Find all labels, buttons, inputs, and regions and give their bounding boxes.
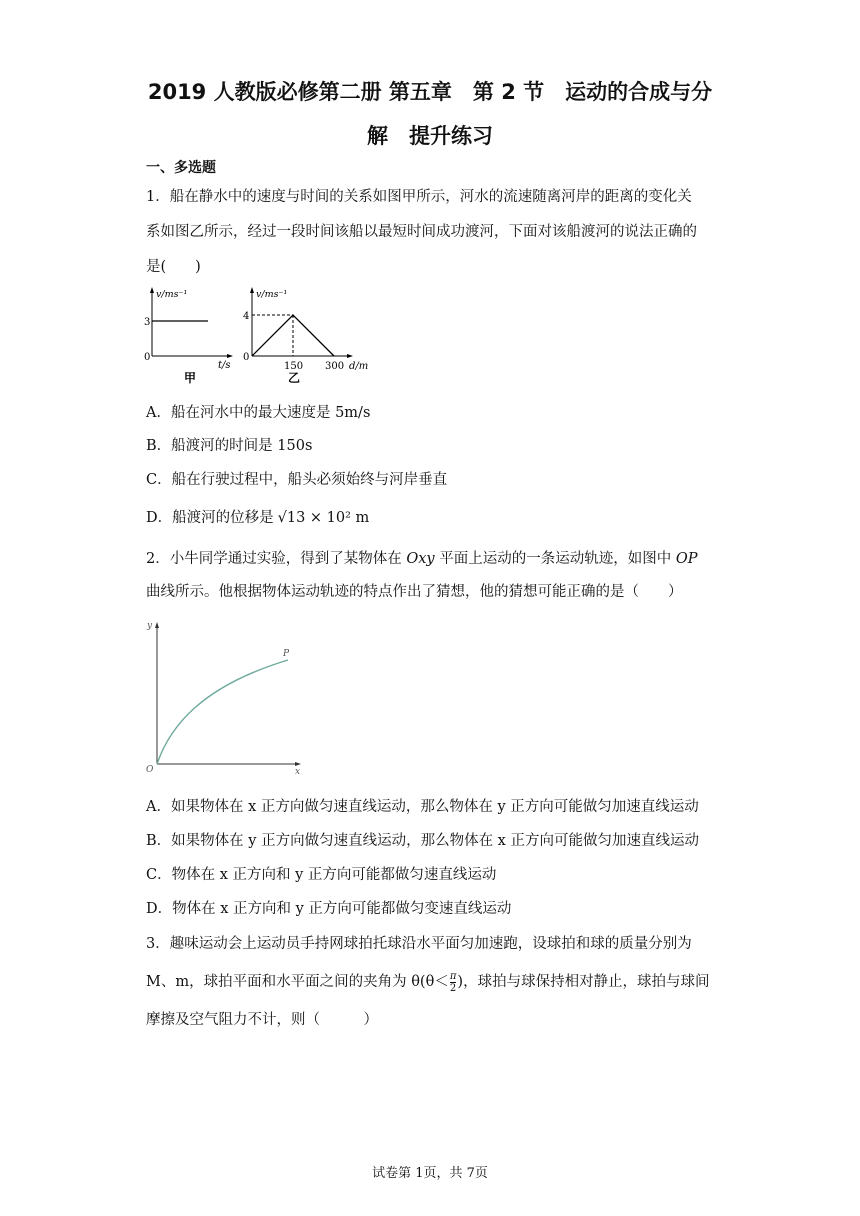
yi-xtick-300: 300 xyxy=(325,361,345,372)
jia-xlabel: t/s xyxy=(218,360,231,371)
q1-line2: 系如图乙所示，经过一段时间该船以最短时间成功渡河，下面对该船渡河的说法正确的 xyxy=(146,224,697,240)
yi-origin: 0 xyxy=(243,352,250,363)
op-curve xyxy=(157,660,288,764)
section-heading: 一、多选题 xyxy=(146,160,216,176)
q3-line2 xyxy=(146,970,710,994)
q1-line3: 是( ) xyxy=(146,259,201,275)
q2-op: OP xyxy=(675,551,698,567)
jia-ylabel: v/ms⁻¹ xyxy=(156,289,188,300)
q3-line3: 摩擦及空气阻力不计，则（ ） xyxy=(146,1012,378,1028)
q1-option-d-prefix: D．船渡河的位移是 xyxy=(146,510,274,526)
q1-option-b: B．船渡河的时间是 150s xyxy=(146,438,313,454)
q2-option-a: A．如果物体在 x 正方向做匀速直线运动，那么物体在 y 正方向可能做匀加速直线运动 xyxy=(146,799,699,815)
q2-option-c: C．物体在 x 正方向和 y 正方向可能都做匀速直线运动 xyxy=(146,867,497,883)
q2-line2: 曲线所示。他根据物体运动轨迹的特点作出了猜想，他的猜想可能正确的是（ ） xyxy=(146,584,683,600)
point-p-label: P xyxy=(283,649,290,659)
q1-option-d xyxy=(146,506,369,527)
yi-xlabel: d/m xyxy=(349,361,369,372)
q1-option-a: A．船在河水中的最大速度是 5m/s xyxy=(146,405,371,421)
axis-y-label: y xyxy=(147,621,153,631)
yi-caption: 乙 xyxy=(288,371,301,385)
jia-origin: 0 xyxy=(144,352,151,363)
page-title-line1: 2019 人教版必修第二册 第五章 第 2 节 运动的合成与分 xyxy=(147,80,713,104)
origin-label: O xyxy=(146,765,154,775)
q1-figure-jia xyxy=(140,284,240,390)
q2-option-d: D．物体在 x 正方向和 y 正方向可能都做匀变速直线运动 xyxy=(146,901,512,917)
page-footer: 试卷第 1页，共 7页 xyxy=(372,1166,488,1181)
q1-option-d-math: √13 × 10² m xyxy=(277,510,370,526)
q1-figure-yi xyxy=(238,284,378,390)
q2-trajectory-figure xyxy=(142,616,312,776)
axis-x-label: x xyxy=(295,767,301,776)
yi-ytick: 4 xyxy=(243,311,250,322)
q2-option-b: B．如果物体在 y 正方向做匀速直线运动，那么物体在 x 正方向可能做匀加速直线运动 xyxy=(146,833,699,849)
q3-fraction xyxy=(450,971,457,994)
q3-line2-text-b: )，球拍与球保持相对静止，球拍与球间 xyxy=(457,974,710,990)
yi-xtick-150: 150 xyxy=(284,361,304,372)
q2-oxy: Oxy xyxy=(406,551,435,567)
jia-ytick: 3 xyxy=(144,317,151,328)
q2-line1-text-b: 平面上运动的一条运动轨迹，如图中 xyxy=(434,551,676,567)
q1-option-c: C．船在行驶过程中，船头必须始终与河岸垂直 xyxy=(146,472,448,488)
q2-line1-text-a: 2．小牛同学通过实验，得到了某物体在 xyxy=(146,551,407,567)
q1-line1: 1．船在静水中的速度与时间的关系如图甲所示，河水的流速随离河岸的距离的变化关 xyxy=(146,189,692,205)
q3-frac-den: 2 xyxy=(449,982,457,994)
q2-line1 xyxy=(146,547,697,568)
jia-caption: 甲 xyxy=(184,371,197,385)
q3-line2-text-a: M、m，球拍平面和水平面之间的夹角为 θ(θ＜ xyxy=(146,974,449,990)
q3-frac-num: π xyxy=(449,970,457,982)
yi-ylabel: v/ms⁻¹ xyxy=(256,289,288,300)
q3-line1: 3．趣味运动会上运动员手持网球拍托球沿水平面匀加速跑，设球拍和球的质量分别为 xyxy=(146,936,692,952)
page-title-line2: 解 提升练习 xyxy=(367,124,493,148)
